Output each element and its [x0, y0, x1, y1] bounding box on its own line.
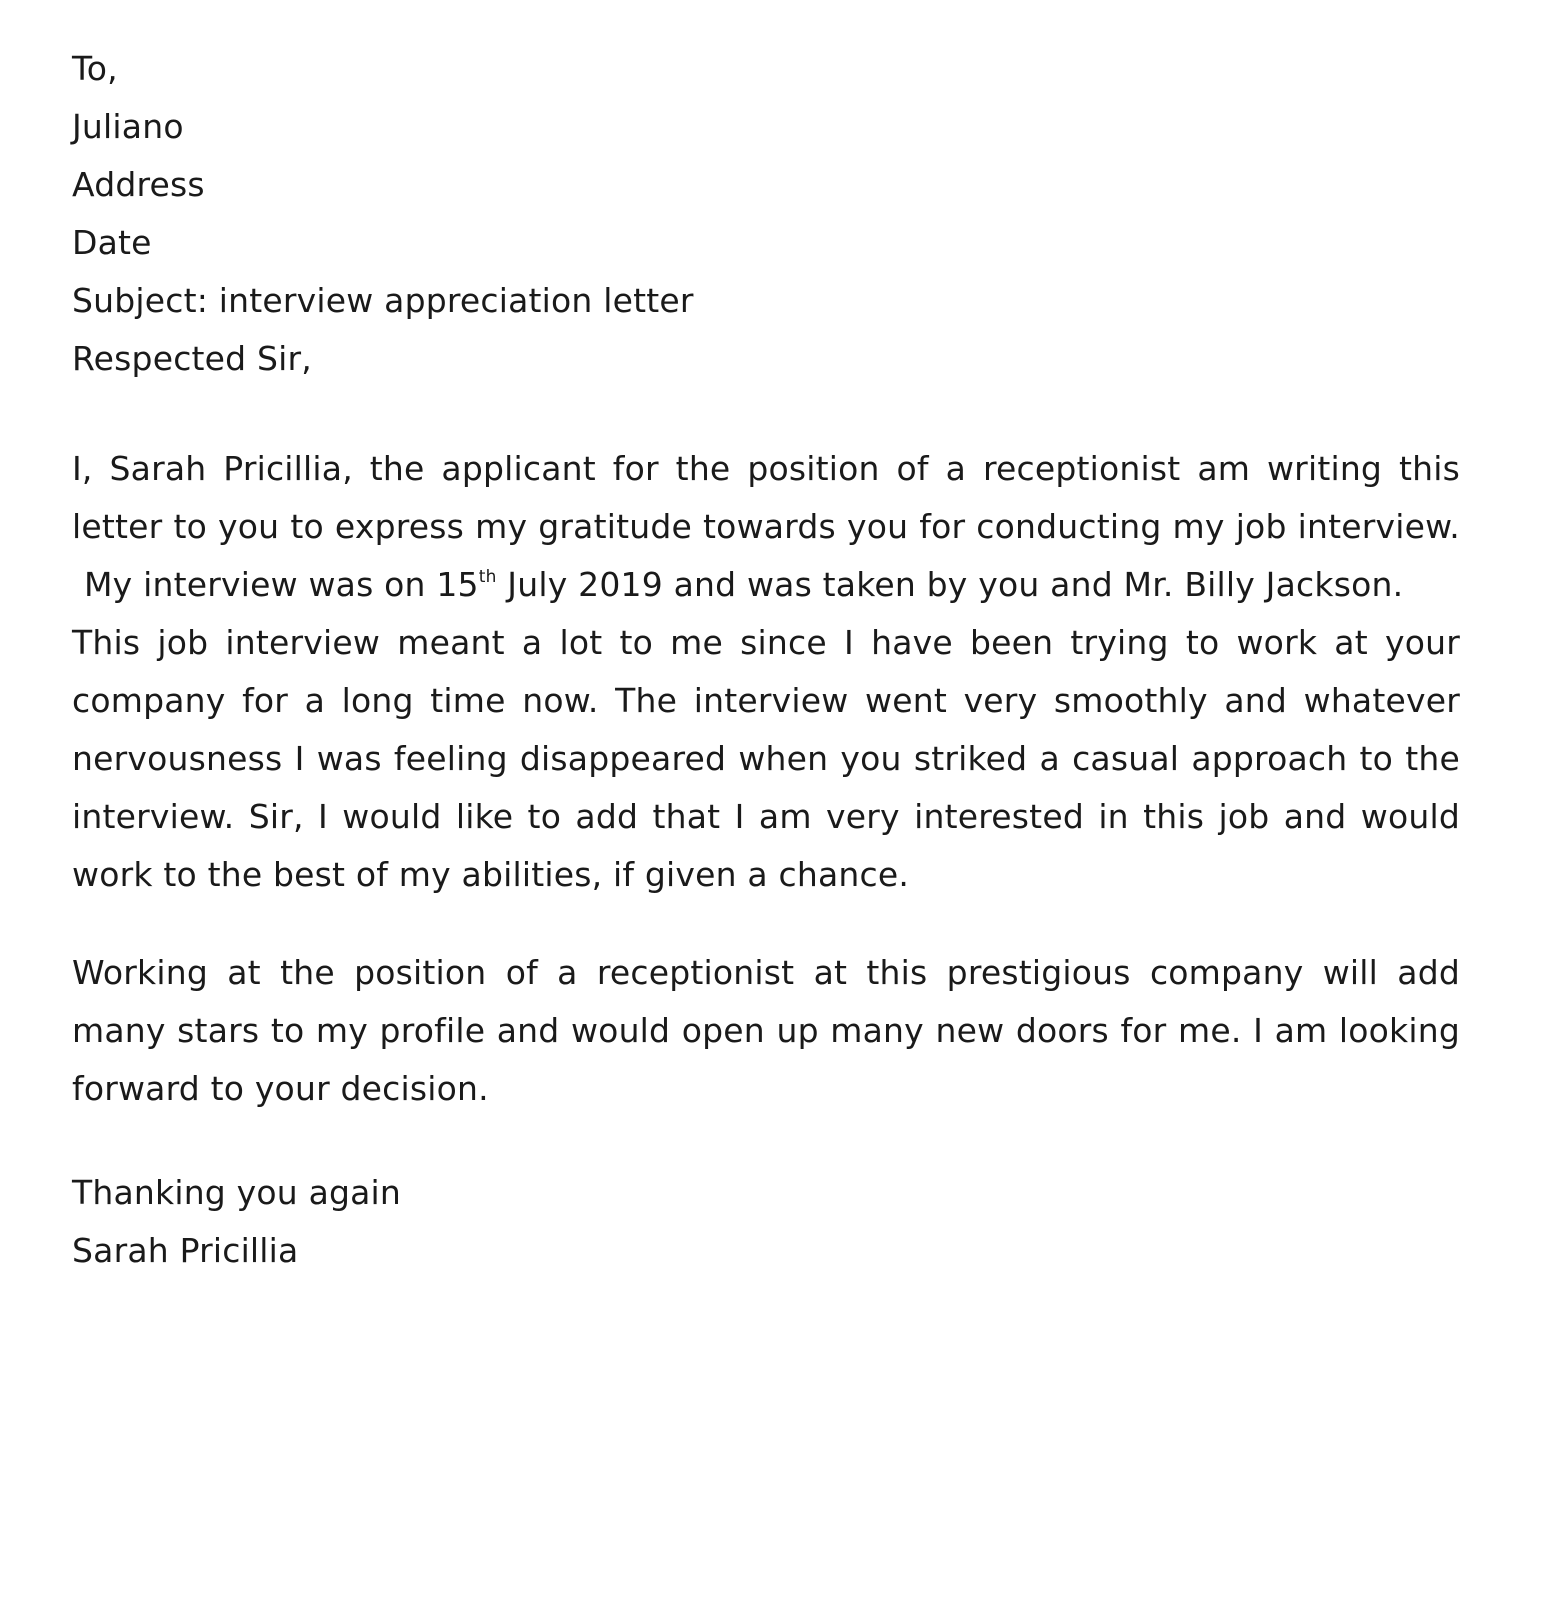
letter-subject: Subject: interview appreciation letter	[72, 281, 694, 320]
paragraph-line: I, Sarah Pricillia, the applicant for the position of a receptionist am writing this	[72, 449, 1460, 488]
paragraph-line-interview-date	[72, 556, 1460, 614]
salutation: Respected Sir,	[72, 339, 312, 378]
letter-document	[72, 40, 1460, 1280]
paragraph-line: Working at the position of a receptionist at this prestigious company will add	[72, 953, 1460, 992]
interview-date-text-start: My interview was on 15	[84, 565, 479, 604]
ordinal-superscript: th	[478, 567, 497, 587]
paragraph-line: forward to your decision.	[72, 1069, 489, 1108]
letter-date: Date	[72, 223, 152, 262]
letter-closing	[72, 1164, 1460, 1280]
paragraph-line: interview. Sir, I would like to add that I am very interested in this job and would	[72, 797, 1460, 836]
body-paragraph-1	[72, 440, 1460, 904]
body-paragraph-2	[72, 944, 1460, 1118]
recipient-address: Address	[72, 165, 205, 204]
paragraph-line: company for a long time now. The interview went very smoothly and whatever	[72, 681, 1460, 720]
paragraph-line: letter to you to express my gratitude towards you for conducting my job interview.	[72, 507, 1460, 546]
closing-phrase: Thanking you again	[72, 1173, 402, 1212]
paragraph-line: work to the best of my abilities, if given a chance.	[72, 855, 910, 894]
signature-name: Sarah Pricillia	[72, 1231, 299, 1270]
recipient-name: Juliano	[72, 107, 184, 146]
paragraph-line: nervousness I was feeling disappeared when you striked a casual approach to the	[72, 739, 1460, 778]
paragraph-line: many stars to my profile and would open up many new doors for me. I am looking	[72, 1011, 1460, 1050]
paragraph-line: This job interview meant a lot to me since I have been trying to work at your	[72, 623, 1460, 662]
to-label: To,	[72, 49, 118, 88]
interview-date-text-end: July 2019 and was taken by you and Mr. Billy Jackson.	[496, 565, 1404, 604]
